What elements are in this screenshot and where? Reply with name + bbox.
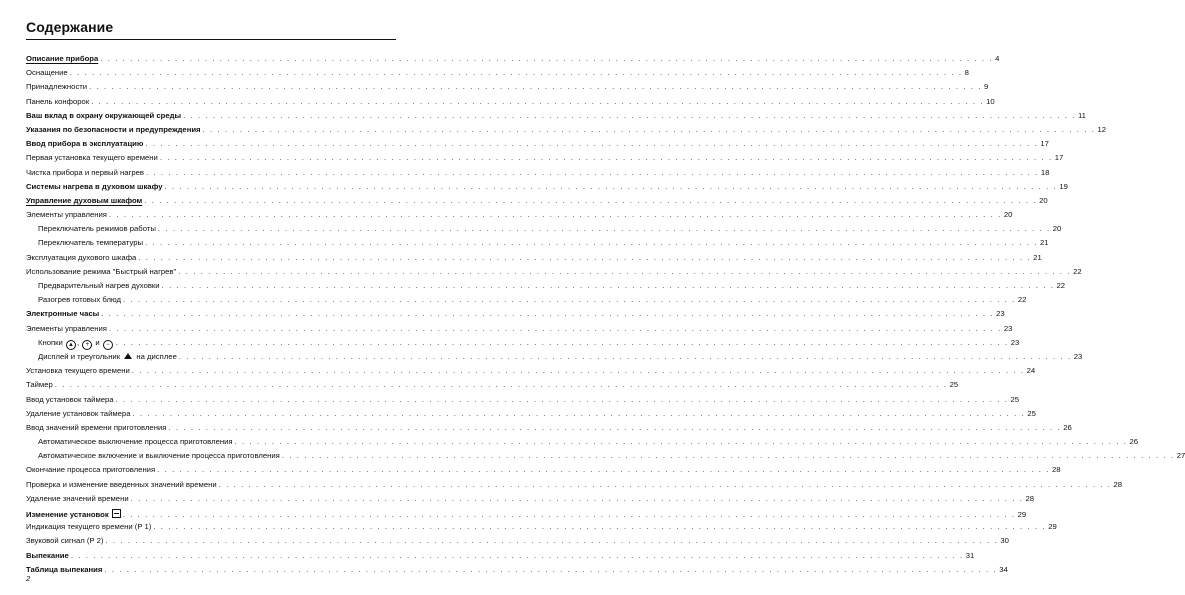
toc-entry-page: 27 — [1176, 451, 1185, 461]
toc-entry[interactable] — [26, 238, 1049, 253]
toc-entry[interactable] — [26, 153, 1064, 168]
toc-entry-page: 29 — [1017, 510, 1027, 519]
toc-entry[interactable] — [26, 493, 1035, 509]
toc-entry-page: 29 — [1048, 522, 1057, 532]
dot-leader: . . . . . . . . . . . . . . . . . . . . . . . . . . . . . . . . . . . . . . . . . . . . . . . . . . . . . . . . . . . . . . . . . . . . . . . . . . . . . . . . . . . . . . . . . . . . . . . . . . . . . . . . . . . . . . . . . . . . . . . . — [161, 281, 1055, 290]
toc-entry-label: Переключатель температуры — [38, 238, 144, 248]
toc-entry[interactable] — [26, 465, 1061, 480]
toc-entry-page: 28 — [1052, 465, 1061, 475]
toc-entry[interactable] — [26, 437, 1138, 452]
dot-leader: . . . . . . . . . . . . . . . . . . . . . . . . . . . . . . . . . . . . . . . . . . . . . . . . . . . . . . . . . . . . . . . . . . . . . . . . . . . . . . . . . . . . . . . . . . . . . . . . . . . . . . . . . . . . . . . . . . . . . . . . — [138, 252, 1032, 262]
toc-entry[interactable] — [26, 195, 1048, 211]
toc-entry-label: Таймер — [26, 380, 53, 390]
toc-entry-page: 21 — [1039, 238, 1049, 248]
toc-entry[interactable] — [26, 96, 995, 112]
dot-leader: . . . . . . . . . . . . . . . . . . . . . . . . . . . . . . . . . . . . . . . . . . . . . . . . . . . . . . . . . . . . . . . . . . . . . . . . . . . . . . . . . . . . . . . . . . . . . . . . . . . . . . . . . . . . . . . . . . . . . . . . — [115, 337, 1009, 347]
dot-leader: . . . . . . . . . . . . . . . . . . . . . . . . . . . . . . . . . . . . . . . . . . . . . . . . . . . . . . . . . . . . . . . . . . . . . . . . . . . . . . . . . . . . . . . . . . . . . . . . . . . . . . . . . . . . . . . . . . . . . . . . — [91, 96, 985, 106]
dot-leader: . . . . . . . . . . . . . . . . . . . . . . . . . . . . . . . . . . . . . . . . . . . . . . . . . . . . . . . . . . . . . . . . . . . . . . . . . . . . . . . . . . . . . . . . . . . . . . . . . . . . . . . . . . . . . . . . . . . . . . . . — [108, 210, 1002, 220]
toc-entry-page: 23 — [1010, 337, 1020, 347]
toc-entry-page: 31 — [965, 550, 975, 560]
dot-leader: . . . . . . . . . . . . . . . . . . . . . . . . . . . . . . . . . . . . . . . . . . . . . . . . . . . . . . . . . . . . . . . . . . . . . . . . . . . . . . . . . . . . . . . . . . . . . . . . . . . . . . . . . . . . . . . . . . . . . . . . — [108, 323, 1002, 333]
dot-leader: . . . . . . . . . . . . . . . . . . . . . . . . . . . . . . . . . . . . . . . . . . . . . . . . . . . . . . . . . . . . . . . . . . . . . . . . . . . . . . . . . . . . . . . . . . . . . . . . . . . . . . . . . . . . . . . . . . . . . . . . — [105, 536, 999, 546]
toc-entry[interactable] — [26, 124, 1106, 140]
toc-entry-page: 22 — [1073, 266, 1082, 276]
dot-leader: . . . . . . . . . . . . . . . . . . . . . . . . . . . . . . . . . . . . . . . . . . . . . . . . . . . . . . . . . . . . . . . . . . . . . . . . . . . . . . . . . . . . . . . . . . . . . . . . . . . . . . . . . . . . . . . . . . . . . . . . — [130, 493, 1024, 503]
dot-leader: . . . . . . . . . . . . . . . . . . . . . . . . . . . . . . . . . . . . . . . . . . . . . . . . . . . . . . . . . . . . . . . . . . . . . . . . . . . . . . . . . . . . . . . . . . . . . . . . . . . . . . . . . . . . . . . . . . . . . . . . — [104, 564, 998, 574]
dot-leader: . . . . . . . . . . . . . . . . . . . . . . . . . . . . . . . . . . . . . . . . . . . . . . . . . . . . . . . . . . . . . . . . . . . . . . . . . . . . . . . . . . . . . . . . . . . . . . . . . . . . . . . . . . . . . . . . . . . . . . . . — [132, 408, 1026, 418]
toc-entry-label: Элементы управления — [26, 323, 107, 333]
toc-entry-label: Оснащение — [26, 68, 68, 78]
toc-entry-label: Кнопки ▲ , + и − — [38, 339, 114, 350]
toc-entry-page: 20 — [1039, 195, 1048, 205]
toc-entry-label: Установка текущего времени — [26, 366, 130, 376]
dot-leader: . . . . . . . . . . . . . . . . . . . . . . . . . . . . . . . . . . . . . . . . . . . . . . . . . . . . . . . . . . . . . . . . . . . . . . . . . . . . . . . . . . . . . . . . . . . . . . . . . . . . . . . . . . . . . . . . . . . . . . . . — [70, 550, 964, 560]
dot-leader: . . . . . . . . . . . . . . . . . . . . . . . . . . . . . . . . . . . . . . . . . . . . . . . . . . . . . . . . . . . . . . . . . . . . . . . . . . . . . . . . . . . . . . . . . . . . . . . . . . . . . . . . . . . . . . . . . . . . . . . . — [157, 465, 1051, 475]
toc-entry-page: 20 — [1052, 224, 1062, 234]
toc-entry-label: Эксплуатация духового шкафа — [26, 252, 137, 262]
toc-entry-label: Предварительный нагрев духовки — [38, 281, 160, 290]
dot-leader: . . . . . . . . . . . . . . . . . . . . . . . . . . . . . . . . . . . . . . . . . . . . . . . . . . . . . . . . . . . . . . . . . . . . . . . . . . . . . . . . . . . . . . . . . . . . . . . . . . . . . . . . . . . . . . . . . . . . . . . . — [159, 153, 1053, 163]
toc-entry-page: 26 — [1129, 437, 1138, 447]
toc-entry[interactable] — [26, 110, 1086, 126]
toc-entry[interactable] — [26, 210, 1013, 225]
toc-entry-label: Удаление значений времени — [26, 493, 129, 503]
dot-leader: . . . . . . . . . . . . . . . . . . . . . . . . . . . . . . . . . . . . . . . . . . . . . . . . . . . . . . . . . . . . . . . . . . . . . . . . . . . . . . . . . . . . . . . . . . . . . . . . . . . . . . . . . . . . . . . . . . . . . . . . — [281, 451, 1175, 461]
dot-leader: . . . . . . . . . . . . . . . . . . . . . . . . . . . . . . . . . . . . . . . . . . . . . . . . . . . . . . . . . . . . . . . . . . . . . . . . . . . . . . . . . . . . . . . . . . . . . . . . . . . . . . . . . . . . . . . . . . . . . . . . — [168, 422, 1062, 432]
dot-leader: . . . . . . . . . . . . . . . . . . . . . . . . . . . . . . . . . . . . . . . . . . . . . . . . . . . . . . . . . . . . . . . . . . . . . . . . . . . . . . . . . . . . . . . . . . . . . . . . . . . . . . . . . . . . . . . . . . . . . . . . — [101, 309, 995, 319]
dot-leader: . . . . . . . . . . . . . . . . . . . . . . . . . . . . . . . . . . . . . . . . . . . . . . . . . . . . . . . . . . . . . . . . . . . . . . . . . . . . . . . . . . . . . . . . . . . . . . . . . . . . . . . . . . . . . . . . . . . . . . . . — [69, 68, 963, 78]
toc-entry-page: 28 — [1113, 479, 1123, 489]
toc-entry-label: Звуковой сигнал (P 2) — [26, 536, 104, 546]
page-title: Содержание — [26, 19, 114, 35]
toc-entry-label: Изменение установок — [26, 509, 121, 519]
toc-entry-label: Чистка прибора и первый нагрев — [26, 167, 144, 177]
toc-entry-label: Ввод прибора в эксплуатацию — [26, 139, 144, 149]
toc-entry-label: Электронные часы — [26, 309, 100, 319]
toc-entry[interactable] — [26, 337, 1020, 353]
dot-leader: . . . . . . . . . . . . . . . . . . . . . . . . . . . . . . . . . . . . . . . . . . . . . . . . . . . . . . . . . . . . . . . . . . . . . . . . . . . . . . . . . . . . . . . . . . . . . . . . . . . . . . . . . . . . . . . . . . . . . . . . — [100, 54, 994, 63]
toc-entry[interactable] — [26, 366, 1036, 381]
toc-entry-label: Таблица выпекания — [26, 564, 103, 574]
title-divider — [26, 39, 396, 40]
toc-entry-label: Разогрев готовых блюд — [38, 295, 122, 305]
toc-entry-label: Удаление установок таймера — [26, 408, 131, 418]
toc-entry-label: Использование режима "Быстрый нагрев" — [26, 266, 177, 276]
toc-entry-label: Указания по безопасности и предупреждения — [26, 124, 201, 134]
toc-entry-page: 8 — [964, 68, 969, 78]
dot-leader: . . . . . . . . . . . . . . . . . . . . . . . . . . . . . . . . . . . . . . . . . . . . . . . . . . . . . . . . . . . . . . . . . . . . . . . . . . . . . . . . . . . . . . . . . . . . . . . . . . . . . . . . . . . . . . . . . . . . . . . . — [123, 295, 1016, 305]
dot-leader: . . . . . . . . . . . . . . . . . . . . . . . . . . . . . . . . . . . . . . . . . . . . . . . . . . . . . . . . . . . . . . . . . . . . . . . . . . . . . . . . . . . . . . . . . . . . . . . . . . . . . . . . . . . . . . . . . . . . . . . . — [164, 181, 1058, 191]
toc-entry-page: 22 — [1056, 281, 1066, 290]
dot-leader: . . . . . . . . . . . . . . . . . . . . . . . . . . . . . . . . . . . . . . . . . . . . . . . . . . . . . . . . . . . . . . . . . . . . . . . . . . . . . . . . . . . . . . . . . . . . . . . . . . . . . . . . . . . . . . . . . . . . . . . . — [183, 110, 1076, 120]
toc-entry[interactable] — [26, 408, 1036, 424]
toc-entry-page: 4 — [995, 54, 1000, 63]
toc-entry-page: 18 — [1040, 167, 1050, 177]
toc-entry-label: Описание прибора — [26, 54, 99, 63]
toc-entry-page: 9 — [983, 82, 989, 92]
toc-entry[interactable] — [26, 224, 1062, 239]
toc-entry-page: 34 — [999, 564, 1008, 574]
toc-entry-page: 24 — [1026, 366, 1036, 376]
toc-entry-page: 10 — [986, 96, 995, 106]
toc-entry[interactable] — [26, 281, 1066, 296]
toc-entry[interactable] — [26, 295, 1027, 310]
toc-entry-label: Ваш вклад в охрану окружающей среды — [26, 110, 182, 120]
dot-leader: . . . . . . . . . . . . . . . . . . . . . . . . . . . . . . . . . . . . . . . . . . . . . . . . . . . . . . . . . . . . . . . . . . . . . . . . . . . . . . . . . . . . . . . . . . . . . . . . . . . . . . . . . . . . . . . . . . . . . . . . — [234, 437, 1128, 447]
toc-entry-label: Окончание процесса приготовления — [26, 465, 156, 475]
toc-entry-label: Первая установка текущего времени — [26, 153, 158, 163]
toc-entry[interactable] — [26, 536, 1009, 551]
up-button-icon: ▲ — [66, 340, 76, 350]
toc-entry-page: 12 — [1097, 124, 1106, 134]
toc-entry-page: 25 — [1027, 408, 1036, 418]
plus-button-icon: + — [82, 340, 92, 350]
table-of-contents — [26, 54, 1185, 580]
toc-entry[interactable] — [26, 522, 1057, 537]
toc-entry[interactable] — [26, 323, 1013, 339]
toc-entry-label: Проверка и изменение введенных значений времени — [26, 479, 217, 489]
triangle-icon — [124, 353, 132, 359]
dot-leader: . . . . . . . . . . . . . . . . . . . . . . . . . . . . . . . . . . . . . . . . . . . . . . . . . . . . . . . . . . . . . . . . . . . . . . . . . . . . . . . . . . . . . . . . . . . . . . . . . . . . . . . . . . . . . . . . . . . . . . . . — [145, 238, 1038, 248]
dot-leader: . . . . . . . . . . . . . . . . . . . . . . . . . . . . . . . . . . . . . . . . . . . . . . . . . . . . . . . . . . . . . . . . . . . . . . . . . . . . . . . . . . . . . . . . . . . . . . . . . . . . . . . . . . . . . . . . . . . . . . . . — [153, 522, 1047, 532]
toc-entry-page: 21 — [1033, 252, 1042, 262]
toc-entry-label: Элементы управления — [26, 210, 107, 220]
dot-leader: . . . . . . . . . . . . . . . . . . . . . . . . . . . . . . . . . . . . . . . . . . . . . . . . . . . . . . . . . . . . . . . . . . . . . . . . . . . . . . . . . . . . . . . . . . . . . . . . . . . . . . . . . . . . . . . . . . . . . . . . — [145, 139, 1039, 149]
toc-entry[interactable] — [26, 309, 1005, 324]
toc-entry[interactable] — [26, 479, 1123, 495]
footer-page-number: 2 — [26, 574, 31, 583]
toc-entry[interactable] — [26, 167, 1050, 183]
dot-leader: . . . . . . . . . . . . . . . . . . . . . . . . . . . . . . . . . . . . . . . . . . . . . . . . . . . . . . . . . . . . . . . . . . . . . . . . . . . . . . . . . . . . . . . . . . . . . . . . . . . . . . . . . . . . . . . . . . . . . . . . — [202, 124, 1096, 134]
toc-entry-label: Индикация текущего времени (P 1) — [26, 522, 152, 532]
toc-entry[interactable] — [26, 509, 1027, 523]
toc-entry-label: Управление духовым шкафом — [26, 195, 143, 205]
toc-entry[interactable] — [26, 564, 1008, 580]
toc-entry[interactable] — [26, 380, 959, 395]
toc-entry-page: 26 — [1063, 422, 1072, 432]
toc-entry[interactable] — [26, 394, 1020, 410]
toc-entry[interactable] — [26, 68, 969, 83]
minus-button-icon: − — [103, 340, 113, 350]
toc-entry-page: 22 — [1017, 295, 1027, 305]
toc-entry-page: 30 — [1000, 536, 1009, 546]
toc-entry[interactable] — [26, 451, 1185, 466]
dot-leader: . . . . . . . . . . . . . . . . . . . . . . . . . . . . . . . . . . . . . . . . . . . . . . . . . . . . . . . . . . . . . . . . . . . . . . . . . . . . . . . . . . . . . . . . . . . . . . . . . . . . . . . . . . . . . . . . . . . . . . . . — [54, 380, 948, 390]
dot-leader: . . . . . . . . . . . . . . . . . . . . . . . . . . . . . . . . . . . . . . . . . . . . . . . . . . . . . . . . . . . . . . . . . . . . . . . . . . . . . . . . . . . . . . . . . . . . . . . . . . . . . . . . . . . . . . . . . . . . . . . . — [144, 195, 1038, 205]
toc-entry-page: 25 — [949, 380, 959, 390]
toc-entry[interactable] — [26, 54, 1000, 69]
toc-entry-page: 20 — [1003, 210, 1013, 220]
toc-entry[interactable] — [26, 422, 1072, 438]
toc-entry-label: Выпекание — [26, 550, 69, 560]
toc-entry[interactable] — [26, 139, 1049, 154]
dot-leader: . . . . . . . . . . . . . . . . . . . . . . . . . . . . . . . . . . . . . . . . . . . . . . . . . . . . . . . . . . . . . . . . . . . . . . . . . . . . . . . . . . . . . . . . . . . . . . . . . . . . . . . . . . . . . . . . . . . . . . . . — [115, 394, 1009, 404]
toc-entry-label: Ввод установок таймера — [26, 394, 114, 404]
toc-entry-label: Панель конфорок — [26, 96, 90, 106]
dot-leader: . . . . . . . . . . . . . . . . . . . . . . . . . . . . . . . . . . . . . . . . . . . . . . . . . . . . . . . . . . . . . . . . . . . . . . . . . . . . . . . . . . . . . . . . . . . . . . . . . . . . . . . . . . . . . . . . . . . . . . . . — [178, 266, 1072, 276]
toc-entry[interactable] — [26, 550, 975, 566]
toc-entry-label: Дисплей и треугольник на дисплее — [38, 351, 177, 361]
toc-entry-label: Автоматическое выключение процесса приготовления — [38, 437, 233, 447]
toc-entry-page: 28 — [1025, 493, 1035, 503]
toc-entry-page: 19 — [1059, 181, 1068, 191]
toc-entry-label: Ввод значений времени приготовления — [26, 422, 167, 432]
toc-entry[interactable] — [26, 82, 989, 97]
dot-leader: . . . . . . . . . . . . . . . . . . . . . . . . . . . . . . . . . . . . . . . . . . . . . . . . . . . . . . . . . . . . . . . . . . . . . . . . . . . . . . . . . . . . . . . . . . . . . . . . . . . . . . . . . . . . . . . . . . . . . . . . — [89, 82, 982, 92]
toc-entry-label: Системы нагрева в духовом шкафу — [26, 181, 163, 191]
toc-entry[interactable] — [26, 181, 1068, 197]
toc-entry-page: 23 — [1003, 323, 1013, 333]
toc-entry-page: 25 — [1010, 394, 1020, 404]
dot-leader: . . . . . . . . . . . . . . . . . . . . . . . . . . . . . . . . . . . . . . . . . . . . . . . . . . . . . . . . . . . . . . . . . . . . . . . . . . . . . . . . . . . . . . . . . . . . . . . . . . . . . . . . . . . . . . . . . . . . . . . . — [145, 167, 1039, 177]
toc-entry-label: Переключатель режимов работы — [38, 224, 156, 234]
toc-entry[interactable] — [26, 252, 1042, 268]
dot-leader: . . . . . . . . . . . . . . . . . . . . . . . . . . . . . . . . . . . . . . . . . . . . . . . . . . . . . . . . . . . . . . . . . . . . . . . . . . . . . . . . . . . . . . . . . . . . . . . . . . . . . . . . . . . . . . . . . . . . . . . . — [122, 510, 1016, 519]
toc-entry[interactable] — [26, 266, 1082, 282]
toc-entry-label: Принадлежности — [26, 82, 88, 92]
toc-entry-label: Автоматическое включение и выключение процесса приготовления — [38, 451, 280, 461]
toc-entry-page: 23 — [1073, 351, 1083, 361]
toc-entry-page: 17 — [1040, 139, 1049, 149]
dot-leader: . . . . . . . . . . . . . . . . . . . . . . . . . . . . . . . . . . . . . . . . . . . . . . . . . . . . . . . . . . . . . . . . . . . . . . . . . . . . . . . . . . . . . . . . . . . . . . . . . . . . . . . . . . . . . . . . . . . . . . . . — [157, 224, 1051, 234]
settings-clock-icon — [112, 509, 121, 518]
dot-leader: . . . . . . . . . . . . . . . . . . . . . . . . . . . . . . . . . . . . . . . . . . . . . . . . . . . . . . . . . . . . . . . . . . . . . . . . . . . . . . . . . . . . . . . . . . . . . . . . . . . . . . . . . . . . . . . . . . . . . . . . — [178, 351, 1072, 361]
toc-entry[interactable] — [26, 351, 1083, 367]
dot-leader: . . . . . . . . . . . . . . . . . . . . . . . . . . . . . . . . . . . . . . . . . . . . . . . . . . . . . . . . . . . . . . . . . . . . . . . . . . . . . . . . . . . . . . . . . . . . . . . . . . . . . . . . . . . . . . . . . . . . . . . . — [131, 366, 1025, 376]
toc-entry-page: 23 — [996, 309, 1005, 319]
dot-leader: . . . . . . . . . . . . . . . . . . . . . . . . . . . . . . . . . . . . . . . . . . . . . . . . . . . . . . . . . . . . . . . . . . . . . . . . . . . . . . . . . . . . . . . . . . . . . . . . . . . . . . . . . . . . . . . . . . . . . . . . — [218, 479, 1112, 489]
toc-entry-page: 17 — [1054, 153, 1064, 163]
toc-entry-page: 11 — [1077, 110, 1086, 120]
